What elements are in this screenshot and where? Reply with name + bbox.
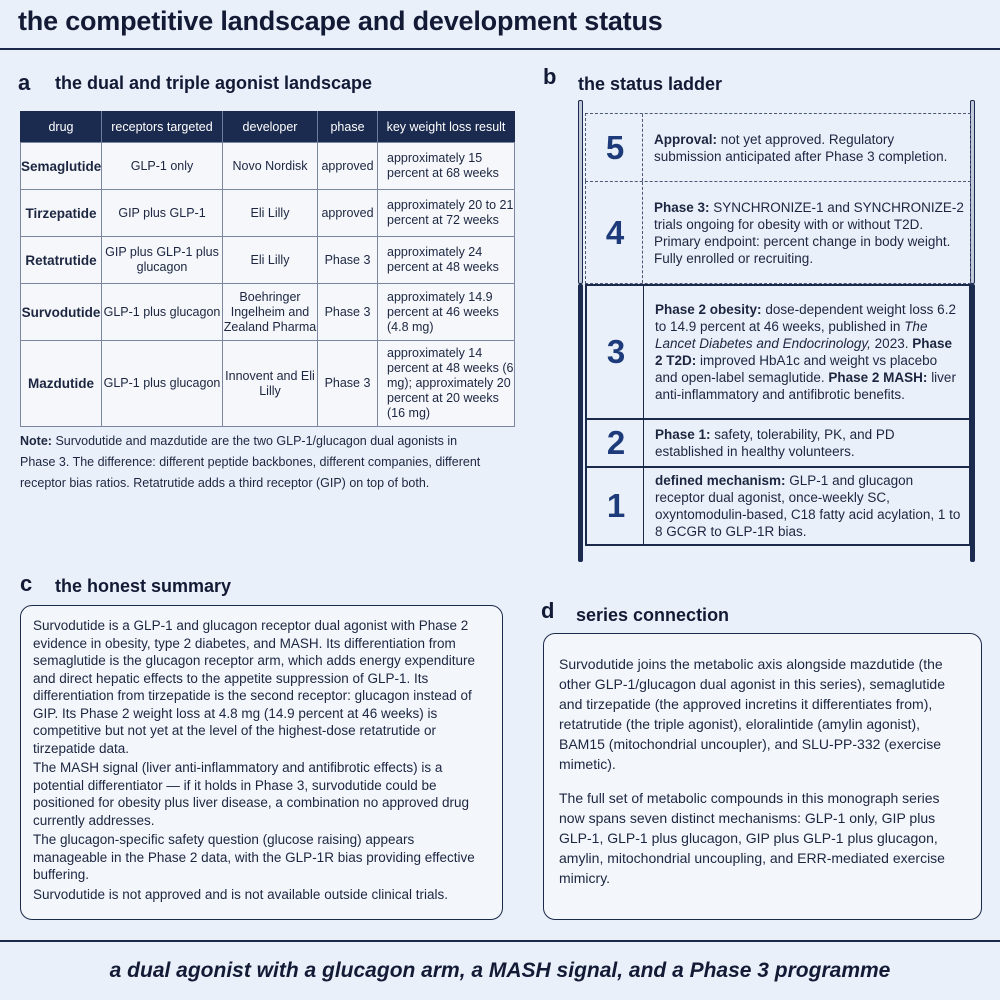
column-header-drug: drug (21, 112, 102, 143)
section-d-title: series connection (576, 605, 730, 625)
summary-paragraph: Survodutide is a GLP-1 and glucagon receptor dual agonist with Phase 2 evidence in obesity, type 2 diabetes, and MASH. Its differentiation from semaglutide is the glucagon receptor arm, which adds energy expenditure and direct hepatic effects to the appetite suppression of GLP-1. Its differentiation from tirzepatide is the second receptor: glucagon instead of GIP. Its Phase 2 weight loss at 4.8 mg (14.9 percent at 46 weeks) is competitive but not yet at the level of the highest-dose retatrutide or tirzepatide data. (33, 618, 476, 756)
drug-cell: Tirzepatide (21, 190, 102, 237)
step-number: 4 (605, 213, 625, 251)
note-text: Survodutide and mazdutide are the two GLP-1/glucagon dual agonists in Phase 3. The difference: different peptide backbones, different companies, different receptor bias ratios. Retatrutide adds a third receptor (GIP) on top of both. (20, 434, 481, 490)
ladder-step-5 (585, 113, 971, 181)
ladder-left-rail (578, 284, 583, 562)
honest-summary-box (20, 605, 503, 920)
column-header-result: key weight loss result (378, 112, 515, 143)
result-cell: approximately 24 percent at 48 weeks (378, 237, 515, 284)
drug-cell: Survodutide (21, 284, 102, 341)
step-number: 2 (606, 424, 626, 461)
phase-cell: approved (318, 190, 378, 237)
summary-paragraph: Survodutide is not approved and is not available outside clinical trials. (33, 886, 448, 902)
step-number: 1 (606, 487, 626, 524)
receptors-cell: GLP-1 only (102, 143, 223, 190)
developer-cell: Eli Lilly (223, 190, 318, 237)
step-label: Phase 1: (655, 427, 711, 442)
developer-cell: Novo Nordisk (223, 143, 318, 190)
journal-name: The Lancet Diabetes and Endocrinology, (655, 319, 928, 351)
step-label: Phase 2 obesity: (655, 302, 762, 317)
note-label: Note: (20, 434, 52, 448)
drug-cell: Mazdutide (21, 341, 102, 427)
column-header-receptors: receptors targeted (102, 112, 223, 143)
receptors-cell: GIP plus GLP-1 plus glucagon (102, 237, 223, 284)
step-number: 5 (605, 128, 625, 166)
section-b-title: the status ladder (578, 74, 723, 94)
drug-cell: Semaglutide (21, 143, 102, 190)
table-row (21, 341, 515, 427)
receptors-cell: GIP plus GLP-1 (102, 190, 223, 237)
developer-cell: Eli Lilly (223, 237, 318, 284)
table-row (21, 190, 515, 237)
section-a-letter: a (18, 70, 31, 95)
phase-cell: Phase 3 (318, 237, 378, 284)
summary-paragraph: The MASH signal (liver anti-inflammatory and antifibrotic effects) is a potential differentiator — if it holds in Phase 3, survodutide could be positioned for obesity plus liver disease, a combination no approved drug currently addresses. (33, 760, 470, 828)
table-row (21, 237, 515, 284)
ladder-left-rail-upper (578, 100, 583, 284)
result-cell: approximately 15 percent at 68 weeks (378, 143, 515, 190)
step-label: Phase 2 MASH: (828, 370, 928, 385)
step-text: GLP-1 and glucagon receptor dual agonist, once-weekly SC, oxyntomodulin-based, C18 fatty acid acylation, 1 to 8 GCGR to GLP-1R bias. (655, 473, 961, 539)
drug-cell: Retatrutide (21, 237, 102, 284)
series-paragraph: The full set of metabolic compounds in this monograph series now spans seven distinct mechanisms: GLP-1 only, GIP plus GLP-1, GLP-1 plus glucagon, GIP plus GLP-1 plus glucagon, amylin, mitochondrial uncoupling, and ERR-mediated exercise mimicry. (559, 790, 945, 886)
section-b-letter: b (543, 64, 557, 89)
receptors-cell: GLP-1 plus glucagon (102, 284, 223, 341)
header-divider (0, 48, 1000, 50)
receptors-cell: GLP-1 plus glucagon (102, 341, 223, 427)
step-text: improved HbA1c and weight vs placebo and open-label semaglutide. (655, 353, 938, 385)
footer-divider (0, 940, 1000, 942)
ladder-step-3 (585, 284, 971, 418)
step-text: dose-dependent weight loss 6.2 to 14.9 percent at 46 weeks, published in (655, 302, 956, 334)
table-row (21, 284, 515, 341)
ladder-step-4 (585, 181, 971, 284)
developer-cell: Boehringer Ingelheim and Zealand Pharma (223, 284, 318, 341)
section-c-title: the honest summary (55, 576, 232, 596)
series-connection-box (543, 633, 982, 920)
phase-cell: Phase 3 (318, 284, 378, 341)
ladder-step-2 (585, 418, 971, 466)
column-header-phase: phase (318, 112, 378, 143)
column-header-developer: developer (223, 112, 318, 143)
step-text: safety, tolerability, PK, and PD established in healthy volunteers. (655, 427, 895, 459)
result-cell: approximately 14.9 percent at 46 weeks (4.8 mg) (378, 284, 515, 341)
ladder-step-1 (585, 466, 971, 546)
summary-paragraph: The glucagon-specific safety question (glucose raising) appears manageable in the Phase 2 data, with the GLP-1R bias providing effective buffering. (33, 832, 475, 882)
result-cell: approximately 14 percent at 48 weeks (6 mg); approximately 20 percent at 20 weeks (16 mg) (378, 341, 515, 427)
step-text: not yet approved. Regulatory submission anticipated after Phase 3 completion. (654, 131, 948, 164)
footer-tagline: a dual agonist with a glucagon arm, a MASH signal, and a Phase 3 programme (109, 959, 891, 982)
table-note (20, 431, 490, 494)
step-label: Phase 3: (654, 199, 710, 215)
section-a-title: the dual and triple agonist landscape (55, 73, 373, 93)
step-label: Phase 2 T2D: (655, 336, 953, 368)
step-number: 3 (606, 333, 626, 370)
landscape-table (20, 111, 515, 427)
step-text: 2023. (874, 336, 909, 351)
result-cell: approximately 20 to 21 percent at 72 weeks (378, 190, 515, 237)
phase-cell: Phase 3 (318, 341, 378, 427)
section-d-letter: d (541, 598, 555, 623)
page-title: the competitive landscape and development status (18, 6, 663, 36)
series-paragraph: Survodutide joins the metabolic axis alongside mazdutide (the other GLP-1/glucagon dual agonist in this series), semaglutide and tirzepatide (the approved incretins it differentiates from), retatrutide (the triple agonist), eloralintide (amylin agonist), BAM15 (mitochondrial uncoupler), and SLU-PP-332 (exercise mimetic). (559, 656, 945, 772)
step-text: SYNCHRONIZE-1 and SYNCHRONIZE-2 trials ongoing for obesity with or without T2D. Primary endpoint: percent change in body weight. Fully enrolled or recruiting. (654, 199, 964, 266)
table-header-row (21, 112, 515, 143)
step-label: Approval: (654, 131, 718, 147)
developer-cell: Innovent and Eli Lilly (223, 341, 318, 427)
section-c-letter: c (20, 571, 33, 596)
table-row (21, 143, 515, 190)
step-text: liver anti-inflammatory and antifibrotic benefits. (655, 370, 956, 402)
phase-cell: approved (318, 143, 378, 190)
step-label: defined mechanism: (655, 473, 786, 488)
